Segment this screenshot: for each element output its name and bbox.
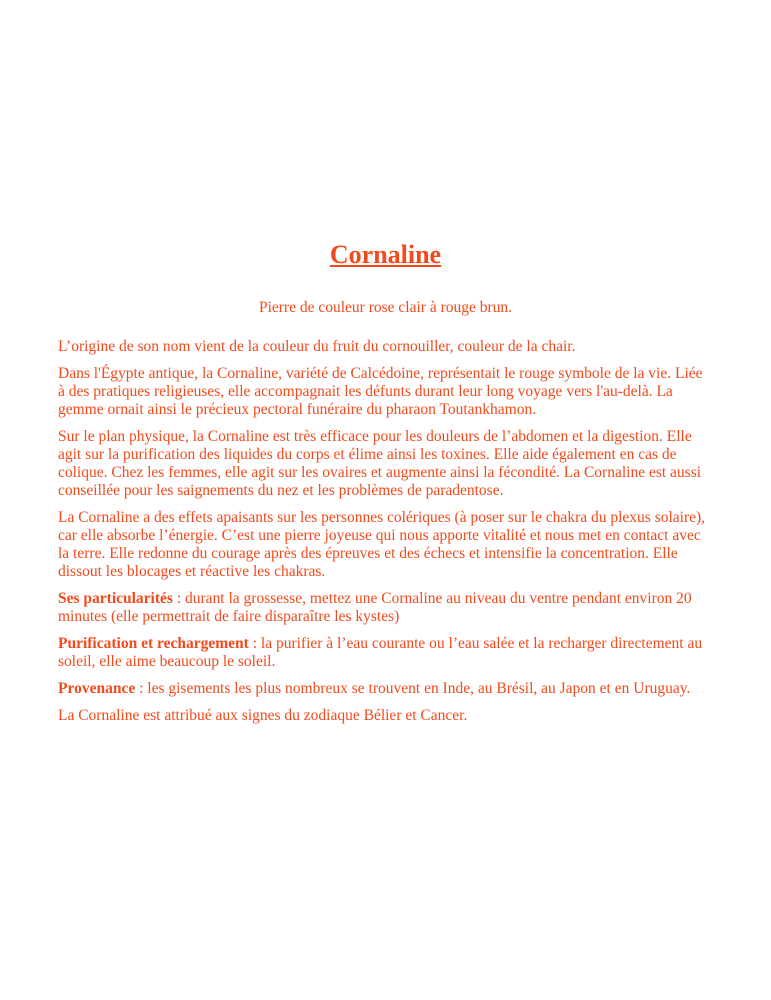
page-subtitle: Pierre de couleur rose clair à rouge brun. xyxy=(258,299,513,316)
provenance-text: : les gisements les plus nombreux se trouvent en Inde, au Brésil, au Japon et en Uruguay. xyxy=(135,680,691,697)
paragraph-physical: Sur le plan physique, la Cornaline est très efficace pour les douleurs de l’abdomen et la digestion. Elle agit sur la purification des liquides du corps et élime ainsi les toxines. Elle aide également en cas de colique. Chez les femmes, elle agit sur les ovaires et augmente ainsi la fécondité. La Cornaline est aussi conseillée pour les saignements du nez et les problèmes de paradentose. xyxy=(58,428,702,499)
particularites-label: Ses particularités xyxy=(58,590,173,607)
paragraph-egypt: Dans l'Égypte antique, la Cornaline, variété de Calcédoine, représentait le rouge symbole de la vie. Liée à des pratiques religieuses, elle accompagnait les défunts durant leur long voyage vers l'au-delà. La gemme ornait ainsi le précieux pectoral funéraire du pharaon Toutankhamon. xyxy=(58,365,703,418)
paragraph-purification xyxy=(58,635,708,671)
paragraph-zodiac: La Cornaline est attribué aux signes du zodiaque Bélier et Cancer. xyxy=(58,707,468,724)
particularites-text: : durant la grossesse, mettez une Cornaline au niveau du ventre pendant environ 20 minutes (elle permettrait de faire disparaître les kystes) xyxy=(58,590,692,625)
page-title: Cornaline xyxy=(329,240,442,269)
paragraph-emotional: La Cornaline a des effets apaisants sur les personnes colériques (à poser sur le chakra du plexus solaire), car elle absorbe l’énergie. C’est une pierre joyeuse qui nous apporte vitalité et nous met en contact avec la terre. Elle redonne du courage après des épreuves et des échecs et intensifie la concentration. Elle dissout les blocages et réactive les chakras. xyxy=(58,509,706,580)
purification-text: : la purifier à l’eau courante ou l’eau salée et la recharger directement au soleil, elle aime beaucoup le soleil. xyxy=(58,635,703,670)
purification-label: Purification et rechargement xyxy=(58,635,249,652)
paragraph-origin: L’origine de son nom vient de la couleur du fruit du cornouiller, couleur de la chair. xyxy=(58,338,576,355)
document-body xyxy=(58,338,708,734)
provenance-label: Provenance xyxy=(58,680,136,697)
paragraph-particularites xyxy=(58,590,708,626)
paragraph-provenance xyxy=(58,680,708,698)
